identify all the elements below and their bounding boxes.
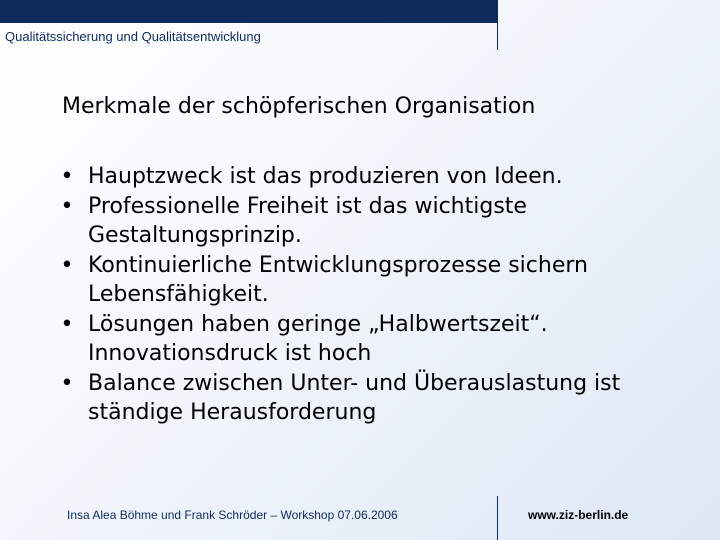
footer-divider	[497, 496, 498, 540]
footer-website-link[interactable]: www.ziz-berlin.de	[528, 508, 629, 522]
header-bar	[0, 0, 498, 23]
bullet-item	[56, 369, 696, 428]
bullet-text: Kontinuierliche Entwicklungsprozesse sichern Lebensfähigkeit.	[88, 252, 588, 307]
footer-authors: Insa Alea Böhme und Frank Schröder – Workshop 07.06.2006	[67, 508, 398, 522]
slide-title: Merkmale der schöpferischen Organisation	[62, 94, 536, 119]
bullet-text: Professionelle Freiheit ist das wichtigste Gestaltungsprinzip.	[88, 193, 527, 248]
bullet-dot-icon: •	[60, 164, 74, 189]
header-divider	[497, 0, 498, 50]
bullet-item	[56, 192, 696, 251]
bullet-item	[56, 310, 696, 369]
bullet-dot-icon: •	[60, 311, 74, 337]
bullet-dot-icon: •	[60, 193, 74, 219]
bullet-item	[56, 162, 696, 192]
bullet-text: Lösungen haben geringe „Halbwertszeit“. Innovationsdruck ist hoch	[88, 311, 548, 366]
bullet-text: Balance zwischen Unter- und Überauslastung ist ständige Herausforderung	[88, 370, 621, 425]
bullet-text: Hauptzweck ist das produzieren von Ideen.	[88, 164, 563, 189]
bullet-list	[56, 162, 696, 428]
bullet-item	[56, 251, 696, 310]
bullet-dot-icon: •	[60, 252, 74, 278]
header-text: Qualitätssicherung und Qualitätsentwicklung	[5, 29, 261, 44]
bullet-dot-icon: •	[60, 370, 74, 396]
